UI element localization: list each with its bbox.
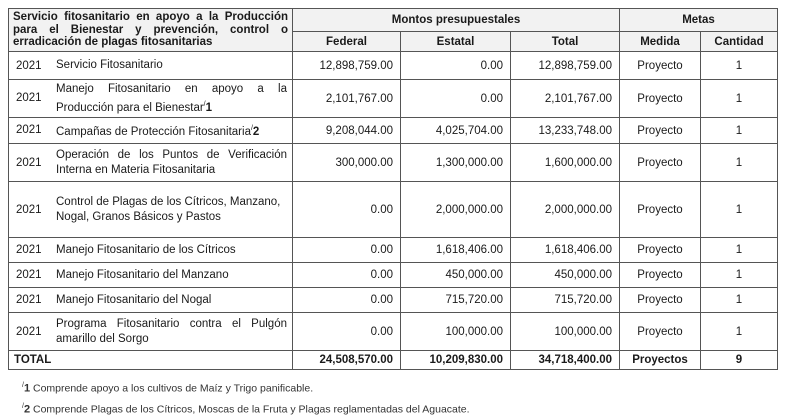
total-value: 1,618,406.00	[511, 238, 620, 263]
budget-table	[8, 8, 778, 370]
federal-value: 2,101,767.00	[293, 80, 401, 118]
cantidad-value: 1	[701, 52, 778, 80]
total-total: 34,718,400.00	[511, 351, 620, 370]
footnote-number: 1	[206, 101, 212, 113]
federal-value: 12,898,759.00	[293, 52, 401, 80]
year: 2021	[14, 244, 56, 256]
table-title: Servicio fitosanitario en apoyo a la Producción para el Bienestar y prevención, control o erradicación de plagas fitosanitarias	[9, 9, 293, 52]
concept: Servicio Fitosanitario	[56, 58, 287, 73]
concept: Programa Fitosanitario contra el Pulgón amarillo del Sorgo	[56, 317, 287, 347]
concept-cell	[9, 118, 293, 144]
estatal-value: 1,618,406.00	[401, 238, 511, 263]
concept-cell	[9, 80, 293, 118]
year: 2021	[14, 92, 56, 104]
medida-value: Proyecto	[620, 80, 701, 118]
federal-value: 0.00	[293, 288, 401, 313]
federal-value: 0.00	[293, 238, 401, 263]
table-row	[9, 144, 778, 182]
medida-value: Proyecto	[620, 144, 701, 182]
federal-value: 0.00	[293, 263, 401, 288]
federal-value: 0.00	[293, 182, 401, 238]
concept: Manejo Fitosanitario del Manzano	[56, 268, 287, 283]
total-label: TOTAL	[9, 351, 293, 370]
footnote-slash: /	[204, 101, 206, 108]
estatal-value: 100,000.00	[401, 313, 511, 351]
total-federal: 24,508,570.00	[293, 351, 401, 370]
medida-value: Proyecto	[620, 52, 701, 80]
concept-cell	[9, 288, 293, 313]
footnote-2	[22, 398, 470, 418]
estatal-value: 1,300,000.00	[401, 144, 511, 182]
estatal-value: 0.00	[401, 52, 511, 80]
estatal-value: 4,025,704.00	[401, 118, 511, 144]
medida-value: Proyecto	[620, 263, 701, 288]
cantidad-value: 1	[701, 238, 778, 263]
concept-wrap	[56, 82, 287, 116]
cantidad-value: 1	[701, 182, 778, 238]
cantidad-value: 1	[701, 288, 778, 313]
total-header: Total	[511, 32, 620, 52]
year: 2021	[14, 326, 56, 338]
concept-wrap	[56, 121, 287, 140]
footnote-number: 1	[24, 383, 30, 395]
total-value: 450,000.00	[511, 263, 620, 288]
total-value: 715,720.00	[511, 288, 620, 313]
concept-cell	[9, 238, 293, 263]
federal-value: 9,208,044.00	[293, 118, 401, 144]
concept: Campañas de Protección Fitosanitaria	[56, 126, 251, 138]
total-value: 2,101,767.00	[511, 80, 620, 118]
total-medida: Proyectos	[620, 351, 701, 370]
cantidad-value: 1	[701, 144, 778, 182]
table-row	[9, 118, 778, 144]
footnote-slash: /	[22, 382, 24, 389]
estatal-header: Estatal	[401, 32, 511, 52]
footnote-slash: /	[22, 403, 24, 410]
metas-header: Metas	[620, 9, 778, 32]
estatal-value: 450,000.00	[401, 263, 511, 288]
concept: Operación de los Puntos de Verificación Interna en Materia Fitosanitaria	[56, 148, 287, 178]
concept-cell	[9, 144, 293, 182]
concept: Manejo Fitosanitario en apoyo a la Producción para el Bienestar	[56, 83, 287, 114]
estatal-value: 0.00	[401, 80, 511, 118]
concept: Manejo Fitosanitario de los Cítricos	[56, 243, 287, 258]
footnote-1	[22, 377, 470, 398]
year: 2021	[14, 204, 56, 216]
year: 2021	[14, 294, 56, 306]
table-row	[9, 80, 778, 118]
medida-value: Proyecto	[620, 118, 701, 144]
table-row	[9, 263, 778, 288]
concept-cell	[9, 313, 293, 351]
footnotes	[22, 377, 470, 418]
total-cantidad: 9	[701, 351, 778, 370]
footnote-slash: /	[251, 125, 253, 132]
budget-table-container	[8, 8, 778, 370]
total-value: 100,000.00	[511, 313, 620, 351]
year: 2021	[14, 124, 56, 136]
total-row	[9, 351, 778, 370]
table-row	[9, 313, 778, 351]
concept-cell	[9, 182, 293, 238]
estatal-value: 2,000,000.00	[401, 182, 511, 238]
medida-value: Proyecto	[620, 238, 701, 263]
footnote-text: Comprende Plagas de los Cítricos, Moscas de la Fruta y Plagas reglamentadas del Aguacate.	[30, 403, 469, 415]
total-value: 2,000,000.00	[511, 182, 620, 238]
montos-header: Montos presupuestales	[293, 9, 620, 32]
medida-header: Medida	[620, 32, 701, 52]
concept-cell	[9, 263, 293, 288]
total-value: 13,233,748.00	[511, 118, 620, 144]
federal-value: 0.00	[293, 313, 401, 351]
cantidad-value: 1	[701, 263, 778, 288]
total-value: 12,898,759.00	[511, 52, 620, 80]
year: 2021	[14, 60, 56, 72]
cantidad-value: 1	[701, 80, 778, 118]
medida-value: Proyecto	[620, 288, 701, 313]
year: 2021	[14, 157, 56, 169]
cantidad-header: Cantidad	[701, 32, 778, 52]
medida-value: Proyecto	[620, 313, 701, 351]
table-row	[9, 52, 778, 80]
year: 2021	[14, 269, 56, 281]
table-row	[9, 288, 778, 313]
estatal-value: 715,720.00	[401, 288, 511, 313]
concept: Control de Plagas de los Cítricos, Manzano, Nogal, Granos Básicos y Pastos	[56, 195, 287, 225]
total-estatal: 10,209,830.00	[401, 351, 511, 370]
federal-value: 300,000.00	[293, 144, 401, 182]
footnote-number: 2	[253, 126, 259, 138]
total-value: 1,600,000.00	[511, 144, 620, 182]
cantidad-value: 1	[701, 118, 778, 144]
medida-value: Proyecto	[620, 182, 701, 238]
cantidad-value: 1	[701, 313, 778, 351]
footnote-text: Comprende apoyo a los cultivos de Maíz y Trigo panificable.	[30, 383, 313, 395]
federal-header: Federal	[293, 32, 401, 52]
concept: Manejo Fitosanitario del Nogal	[56, 293, 287, 308]
concept-cell	[9, 52, 293, 80]
table-row	[9, 238, 778, 263]
table-row	[9, 182, 778, 238]
footnote-number: 2	[24, 403, 30, 415]
